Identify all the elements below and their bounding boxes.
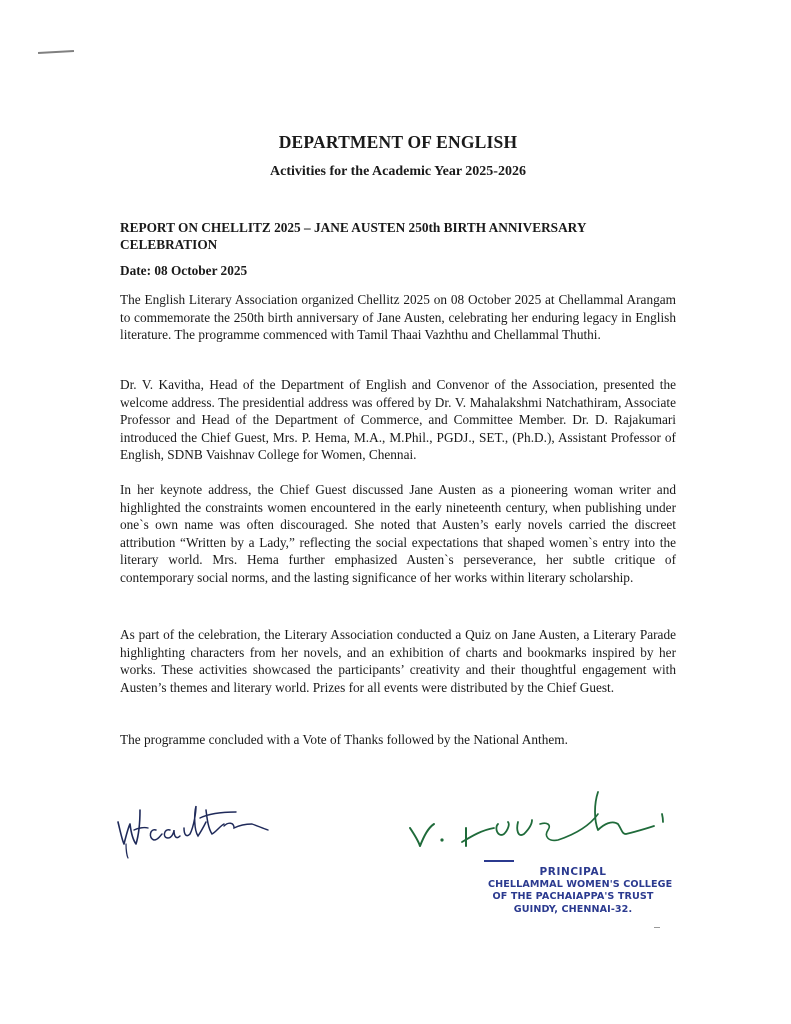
department-title: DEPARTMENT OF ENGLISH — [278, 132, 518, 152]
principal-stamp — [488, 866, 673, 916]
paragraph-keynote: In her keynote address, the Chief Guest discussed Jane Austen as a pioneering woman writer and highlighted the constraints women encountered in the early nineteenth century, when publishing under one`s own name was often discouraged. She noted that Austen’s early novels carried the discreet attribution “Written by a Lady,” reflecting the social expectations that shaped women`s entry into the literary world. Mrs. Hema further emphasized Austen`s perseverance, her subtle critique of contemporary social norms, and the lasting significance of her works within literary scholarship. — [120, 482, 676, 585]
scan-artifact-tick — [654, 927, 660, 928]
stamp-line-trust: OF THE PACHAIAPPA'S TRUST — [492, 891, 654, 903]
hod-signature — [112, 800, 282, 860]
stamp-line-college: CHELLAMMAL WOMEN'S COLLEGE — [488, 878, 673, 890]
report-title: REPORT ON CHELLITZ 2025 – JANE AUSTEN 250th BIRTH ANNIVERSARY CELEBRATION — [120, 220, 586, 252]
scan-artifact-mark — [38, 50, 74, 54]
paragraph-welcome-address: Dr. V. Kavitha, Head of the Department of English and Convenor of the Association, presented the welcome address. The presidential address was offered by Dr. V. Mahalakshmi Natchathiram, Associate Professor and Head of the Department of Commerce, and Committee Member. Dr. D. Rajakumari introduced the Chief Guest, Mrs. P. Hema, M.A., M.Phil., PGDJ., SET., (Ph.D.), Assistant Professor of English, SDNB Vaishnav College for Women, Chennai. — [120, 377, 676, 463]
report-date: Date: 08 October 2025 — [120, 263, 248, 278]
principal-signature — [398, 784, 718, 854]
stamp-line-principal: PRINCIPAL — [539, 866, 607, 878]
stamp-dash — [484, 860, 514, 862]
paragraph-conclusion: The programme concluded with a Vote of Thanks followed by the National Anthem. — [120, 732, 568, 747]
paragraph-introduction: The English Literary Association organized Chellitz 2025 on 08 October 2025 at Chellammal Arangam to commemorate the 250th birth anniversary of Jane Austen, celebrating her enduring legacy in English literature. The programme commenced with Tamil Thaai Vazhthu and Chellammal Thuthi. — [120, 292, 676, 343]
stamp-line-address: GUINDY, CHENNAI-32. — [513, 903, 633, 915]
academic-year-subtitle: Activities for the Academic Year 2025-2026 — [270, 164, 526, 179]
paragraph-activities: As part of the celebration, the Literary Association conducted a Quiz on Jane Austen, a Literary Parade highlighting characters from her novels, and an exhibition of charts and bookmarks inspired by her works. These activities showcased the participants’ creativity and their thoughtful engagement with Austen’s themes and literary world. Prizes for all events were distributed by the Chief Guest. — [120, 627, 676, 695]
